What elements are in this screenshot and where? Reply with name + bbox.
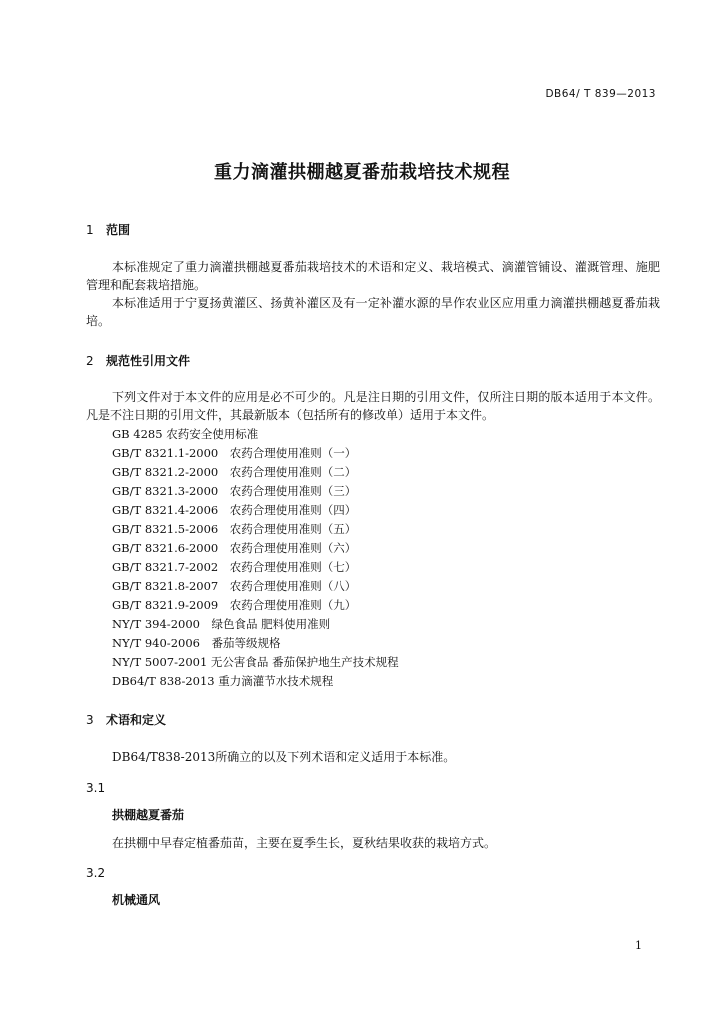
- document-code: DB64/ T 839—2013: [545, 88, 656, 100]
- term-title: 拱棚越夏番茄: [112, 808, 185, 822]
- section-number: 1: [86, 223, 94, 237]
- section-number: 2: [86, 354, 94, 368]
- page-number: 1: [635, 939, 642, 952]
- reference-list: [112, 425, 399, 691]
- reference-item: GB/T 8321.5-2006 农药合理使用准则（五）: [112, 522, 357, 536]
- section-heading-scope: [86, 221, 130, 238]
- reference-item: GB/T 8321.9-2009 农药合理使用准则（九）: [112, 598, 357, 612]
- term-title: 机械通风: [112, 893, 161, 907]
- term-number: 3.1: [86, 781, 106, 795]
- reference-item: DB64/T 838-2013 重力滴灌节水技术规程: [112, 674, 334, 688]
- reference-item: GB/T 8321.2-2000 农药合理使用准则（二）: [112, 465, 357, 479]
- document-title: 重力滴灌拱棚越夏番茄栽培技术规程: [214, 162, 510, 183]
- reference-item: NY/T 5007-2001 无公害食品 番茄保护地生产技术规程: [112, 655, 399, 669]
- reference-item: GB/T 8321.1-2000 农药合理使用准则（一）: [112, 446, 357, 460]
- reference-item: NY/T 394-2000 绿色食品 肥料使用准则: [112, 617, 331, 631]
- section-title: 术语和定义: [106, 713, 167, 727]
- reference-item: GB/T 8321.8-2007 农药合理使用准则（八）: [112, 579, 357, 593]
- section-number: 3: [86, 713, 94, 727]
- scope-paragraph-1: 本标准规定了重力滴灌拱棚越夏番茄栽培技术的术语和定义、栽培模式、滴灌管铺设、灌溉管理、施肥管理和配套栽培措施。: [86, 260, 660, 292]
- section-heading-references: [86, 352, 190, 369]
- terms-intro: DB64/T838-2013所确立的以及下列术语和定义适用于本标准。: [112, 750, 456, 764]
- reference-item: GB/T 8321.6-2000 农药合理使用准则（六）: [112, 541, 357, 555]
- reference-item: GB/T 8321.3-2000 农药合理使用准则（三）: [112, 484, 357, 498]
- section-heading-terms: [86, 711, 166, 728]
- reference-item: GB/T 8321.4-2006 农药合理使用准则（四）: [112, 503, 357, 517]
- reference-item: GB 4285 农药安全使用标准: [112, 427, 259, 441]
- section-title: 规范性引用文件: [106, 354, 191, 368]
- reference-item: NY/T 940-2006 番茄等级规格: [112, 636, 281, 650]
- term-number: 3.2: [86, 866, 106, 880]
- term-definition: 在拱棚中早春定植番茄苗，主要在夏季生长，夏秋结果收获的栽培方式。: [112, 836, 497, 850]
- scope-paragraph-2: 本标准适用于宁夏扬黄灌区、扬黄补灌区及有一定补灌水源的旱作农业区应用重力滴灌拱棚越夏番茄栽培。: [86, 296, 660, 328]
- reference-item: GB/T 8321.7-2002 农药合理使用准则（七）: [112, 560, 357, 574]
- references-intro: 下列文件对于本文件的应用是必不可少的。凡是注日期的引用文件，仅所注日期的版本适用于本文件。凡是不注日期的引用文件，其最新版本（包括所有的修改单）适用于本文件。: [86, 390, 660, 422]
- section-title: 范围: [106, 223, 131, 237]
